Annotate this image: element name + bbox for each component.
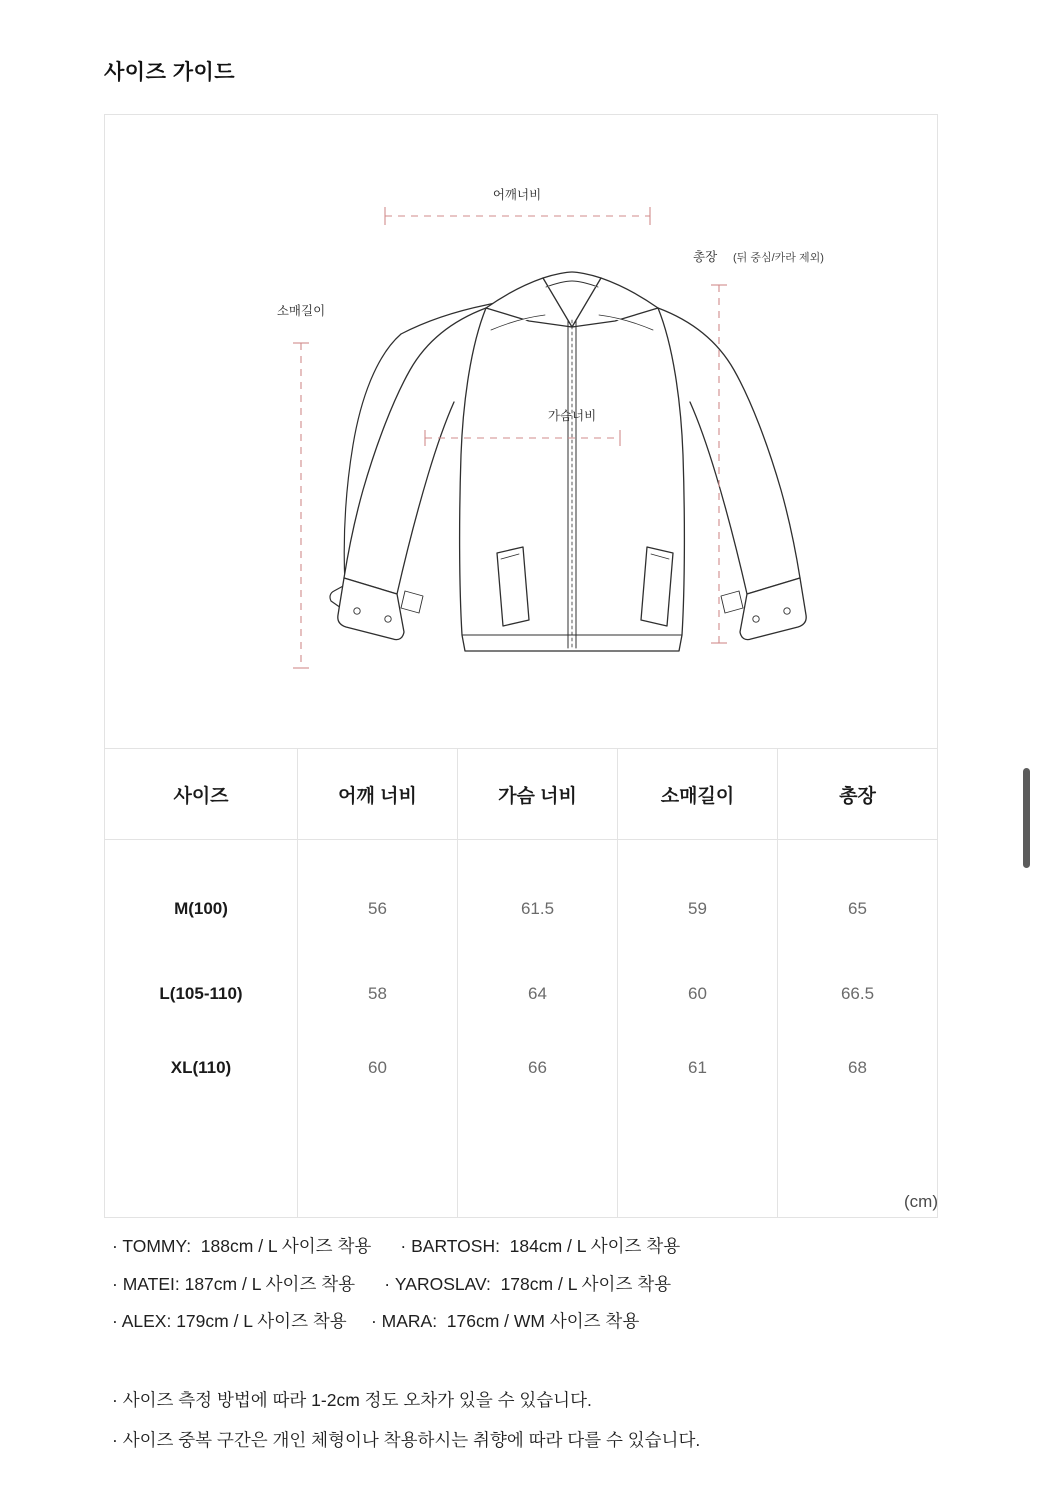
cell-chest: 64	[458, 957, 618, 1031]
cell-length: 66.5	[778, 957, 938, 1031]
column-header-shoulder: 어깨 너비	[298, 749, 458, 840]
spacer-cell	[298, 1105, 458, 1218]
cell-shoulder: 60	[298, 1031, 458, 1105]
table-header-row	[105, 749, 938, 840]
column-header-size: 사이즈	[105, 749, 298, 840]
model-note-line: · MATEI: 187cm / L 사이즈 착용 · YAROSLAV: 178cm / L 사이즈 착용	[112, 1273, 672, 1294]
page-scrollbar[interactable]	[1028, 0, 1036, 1500]
label-chest-width: 가슴너비	[547, 409, 597, 423]
cell-size: L(105-110)	[105, 957, 298, 1031]
cell-sleeve: 60	[618, 957, 778, 1031]
cell-length: 68	[778, 1031, 938, 1105]
table-row-spacer	[105, 1105, 938, 1218]
unit-note: (cm)	[904, 1192, 938, 1211]
cell-size: M(100)	[105, 840, 298, 958]
table-row	[105, 957, 938, 1031]
model-notes	[112, 1238, 942, 1351]
scrollbar-thumb[interactable]	[1023, 768, 1030, 868]
cell-chest: 66	[458, 1031, 618, 1105]
cell-chest: 61.5	[458, 840, 618, 958]
spacer-cell	[618, 1105, 778, 1218]
table-row	[105, 1031, 938, 1105]
column-header-sleeve: 소매길이	[618, 749, 778, 840]
cell-shoulder: 58	[298, 957, 458, 1031]
model-note-line: · ALEX: 179cm / L 사이즈 착용 · MARA: 176cm / WM 사이즈 착용	[112, 1311, 640, 1331]
cell-size: XL(110)	[105, 1031, 298, 1105]
label-total-length: 총장	[693, 250, 718, 264]
disclaimer-notes	[112, 1392, 942, 1471]
spacer-cell	[105, 1105, 298, 1218]
model-note-line: · TOMMY: 188cm / L 사이즈 착용 · BARTOSH: 184cm / L 사이즈 착용	[112, 1236, 681, 1256]
table-row	[105, 840, 938, 958]
jacket-technical-drawing	[105, 115, 939, 749]
cell-sleeve: 61	[618, 1031, 778, 1105]
garment-diagram-panel	[104, 114, 938, 748]
disclaimer-line: · 사이즈 측정 방법에 따라 1-2cm 정도 오차가 있을 수 있습니다.	[112, 1390, 592, 1410]
label-total-length-sub: (뒤 중심/카라 제외)	[733, 252, 824, 264]
column-header-chest: 가슴 너비	[458, 749, 618, 840]
cell-sleeve: 59	[618, 840, 778, 958]
label-sleeve-length: 소매길이	[276, 304, 326, 318]
cell-shoulder: 56	[298, 840, 458, 958]
disclaimer-line: · 사이즈 중복 구간은 개인 체형이나 착용하시는 취향에 따라 다를 수 있습니다.	[112, 1429, 701, 1450]
cell-length: 65	[778, 840, 938, 958]
page-title: 사이즈 가이드	[104, 61, 236, 84]
size-table	[104, 748, 938, 1218]
spacer-cell	[458, 1105, 618, 1218]
label-shoulder-width: 어깨너비	[492, 188, 542, 202]
column-header-length: 총장	[778, 749, 938, 840]
